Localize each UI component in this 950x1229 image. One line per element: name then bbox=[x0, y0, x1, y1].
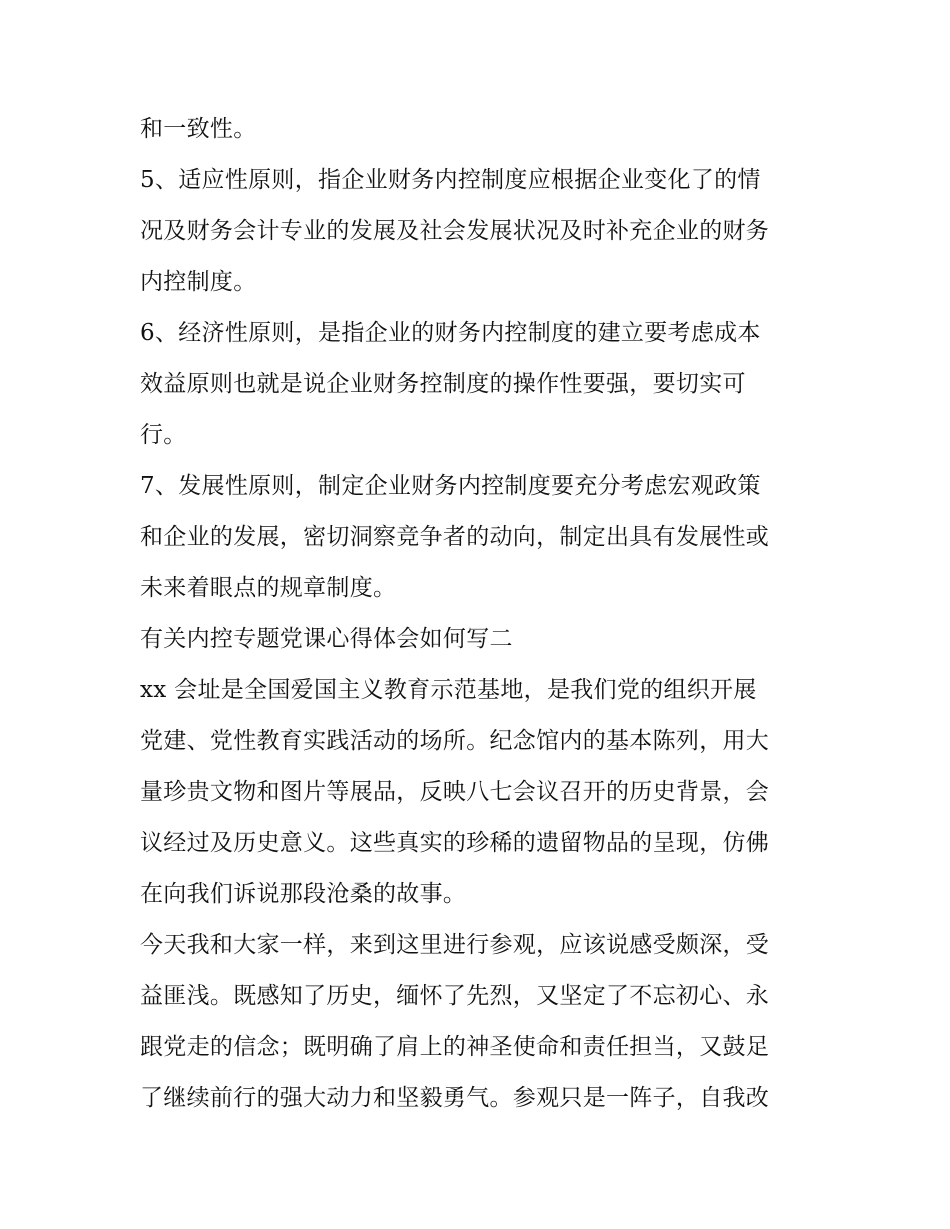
text-line: 党建、党性教育实践活动的场所。纪念馆内的基本陈列，用大 bbox=[140, 728, 770, 754]
text-line: 内控制度。 bbox=[140, 269, 257, 295]
section-heading: 有关内控专题党课心得体会如何写二 bbox=[140, 626, 513, 652]
text-line: 5、适应性原则，指企业财务内控制度应根据企业变化了的情 bbox=[140, 167, 761, 193]
text-line: 今天我和大家一样，来到这里进行参观，应该说感受颇深，受 bbox=[140, 932, 770, 958]
text-line: 7、发展性原则，制定企业财务内控制度要充分考虑宏观政策 bbox=[140, 473, 761, 499]
text-line: 了继续前行的强大动力和坚毅勇气。参观只是一阵子，自我改 bbox=[140, 1085, 770, 1111]
text-line: 况及财务会计专业的发展及社会发展状况及时补充企业的财务 bbox=[140, 218, 770, 244]
text-line: 6、经济性原则，是指企业的财务内控制度的建立要考虑成本 bbox=[140, 320, 761, 346]
document-body bbox=[140, 104, 820, 1124]
text-line: 未来着眼点的规章制度。 bbox=[140, 575, 397, 601]
text-line: 在向我们诉说那段沧桑的故事。 bbox=[140, 881, 467, 907]
text-line: 和企业的发展，密切洞察竞争者的动向，制定出具有发展性或 bbox=[140, 524, 770, 550]
text-line: 议经过及历史意义。这些真实的珍稀的遗留物品的呈现，仿佛 bbox=[140, 830, 770, 856]
text-line: 和一致性。 bbox=[140, 116, 257, 142]
text-line: xx 会址是全国爱国主义教育示范基地，是我们党的组织开展 bbox=[140, 677, 757, 703]
text-line: 量珍贵文物和图片等展品，反映八七会议召开的历史背景，会 bbox=[140, 779, 770, 805]
text-line: 跟党走的信念；既明确了肩上的神圣使命和责任担当，又鼓足 bbox=[140, 1034, 770, 1060]
text-line: 行。 bbox=[140, 422, 187, 448]
text-line: 效益原则也就是说企业财务控制度的操作性要强，要切实可 bbox=[140, 371, 746, 397]
text-line: 益匪浅。既感知了历史，缅怀了先烈，又坚定了不忘初心、永 bbox=[140, 983, 770, 1009]
